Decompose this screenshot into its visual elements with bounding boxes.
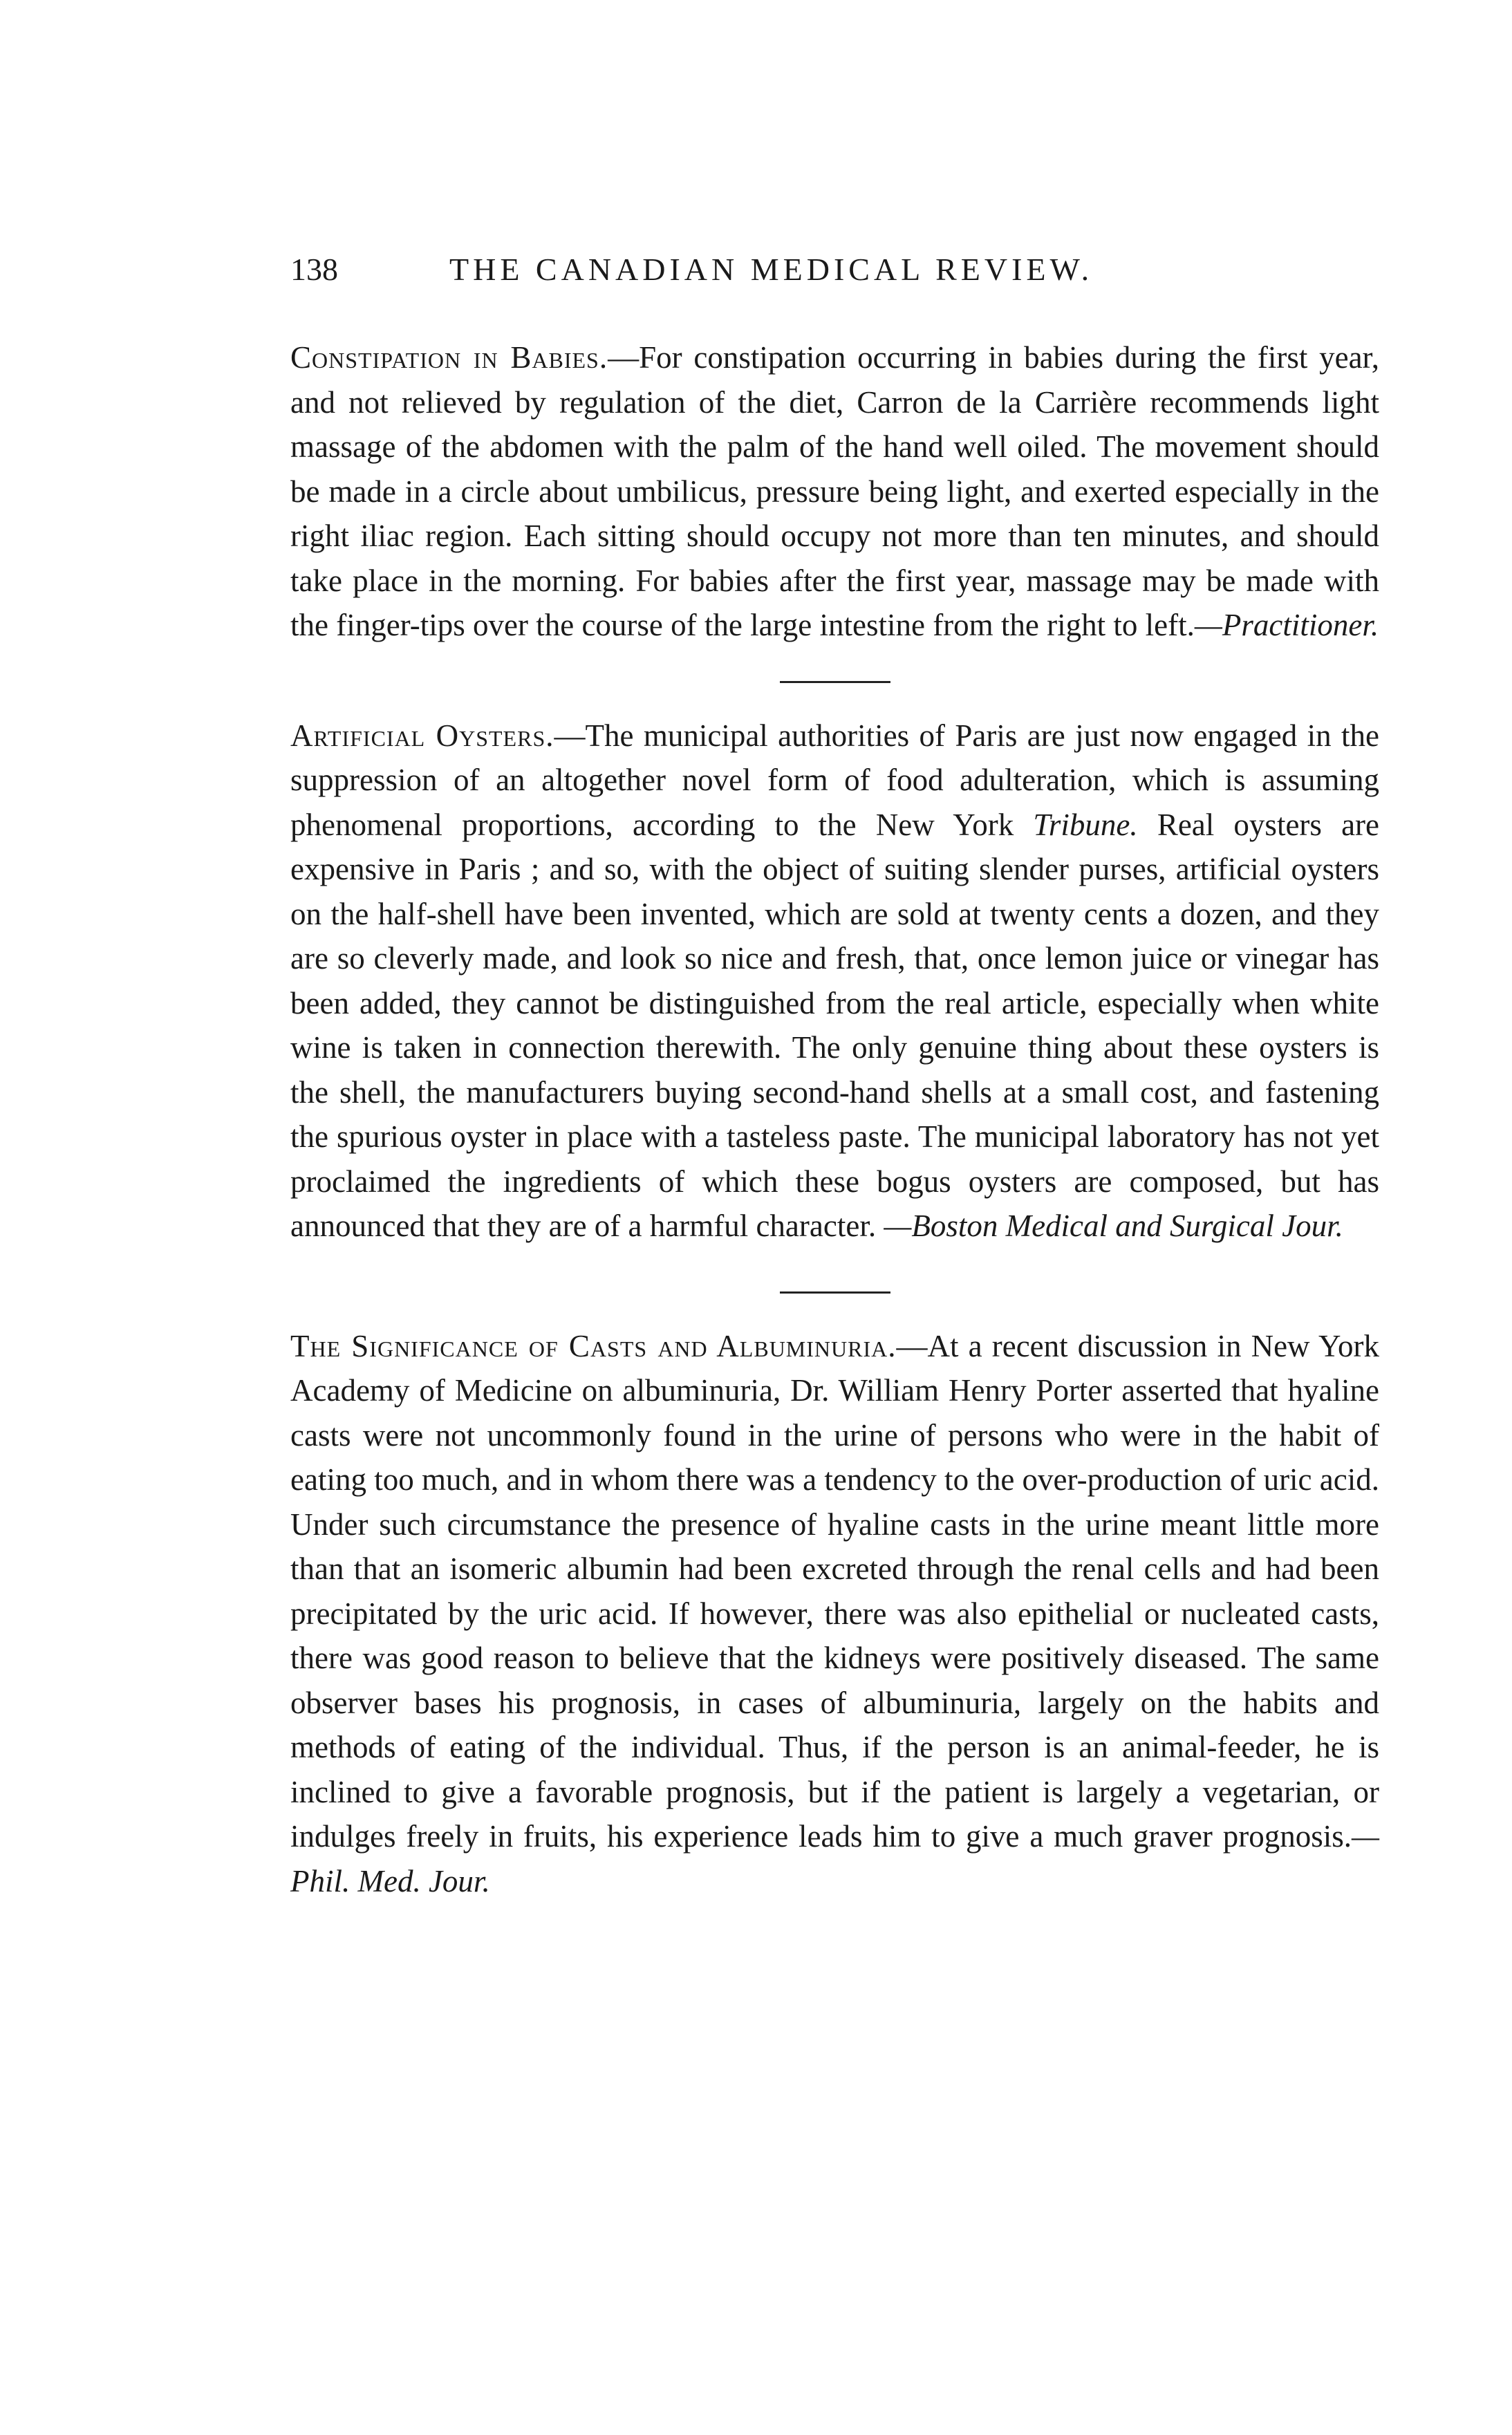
heading-dash: — (608, 340, 640, 375)
page (290, 249, 1379, 1903)
article-body: At a recent discussion in New York Academy of Medicine on albuminuria, Dr. William Henry Porter asserted that hyaline casts were not uncommonly found in the urine of persons who were in the habit of eating too much, and in whom there was a tendency to the over-production of uric acid. Under such circumstance the presence of hyaline casts in the urine meant little more than that an isomeric albumin had been excreted through the renal cells and had been precipitated by the uric acid. If however, there was also epithelial or nucleated casts, there was good reason to believe that the kidneys were positively diseased. The same observer bases his prognosis, in cases of albuminuria, largely on the habits and methods of eating of the individual. Thus, if the person is an animal-feeder, he is inclined to give a favorable prognosis, but if the patient is largely a vegetarian, or indulges freely in fruits, his experience leads him to give a much graver prognosis. (290, 1328, 1379, 1854)
article-body: The municipal authorities of Paris are just now engaged in the suppression of an altogether novel form of food adulteration, which is assuming phenomenal proportions, according to the New York (290, 718, 1379, 842)
article-source: —Boston Medical and Surgical Jour. (884, 1209, 1343, 1243)
article-heading: The Significance of Casts and Albuminuria. (290, 1328, 897, 1363)
article-source: —Practitioner. (1194, 608, 1379, 642)
article-body-continued: Real oysters are expensive in Paris ; and so, with the object of suiting slender purses, artificial oysters on the half-shell have been invented, which are sold at twenty cents a dozen, and they are so cleverly made, and look so nice and fresh, that, once lemon juice or vinegar has been added, they cannot be distinguished from the real article, especially when white wine is taken in connection therewith. The only genuine thing about these oysters is the shell, the manufacturers buying second-hand shells at a small cost, and fastening the spurious oyster in place with a tasteless paste. The municipal laboratory has not yet proclaimed the ingredients of which these bogus oysters are composed, but has announced that they are of a harmful character. (290, 807, 1379, 1243)
article-body: For constipation occurring in babies during the first year, and not relieved by regulation of the diet, Carron de la Carrière recommends light massage of the abdomen with the palm of the hand well oiled. The movement should be made in a circle about umbilicus, pressure being light, and exerted especially in the right iliac region. Each sitting should occupy not more than ten minutes, and should take place in the morning. For babies after the first year, massage may be made with the finger-tips over the course of the large intestine from the right to left. (290, 340, 1379, 642)
heading-dash: — (554, 718, 586, 753)
article-source: —Phil. Med. Jour. (290, 1819, 1379, 1898)
page-number: 138 (290, 252, 338, 287)
newspaper-name: Tribune. (1033, 807, 1138, 842)
running-head (290, 249, 1379, 290)
article-constipation-in-babies (290, 335, 1379, 648)
article-casts-and-albuminuria (290, 1324, 1379, 1904)
journal-title: THE CANADIAN MEDICAL REVIEW. (449, 252, 1094, 287)
heading-dash: — (896, 1328, 928, 1363)
article-artificial-oysters (290, 713, 1379, 1249)
article-heading: Artificial Oysters. (290, 718, 554, 753)
section-divider (780, 681, 890, 683)
article-heading: Constipation in Babies. (290, 340, 608, 375)
section-divider (780, 1291, 890, 1294)
